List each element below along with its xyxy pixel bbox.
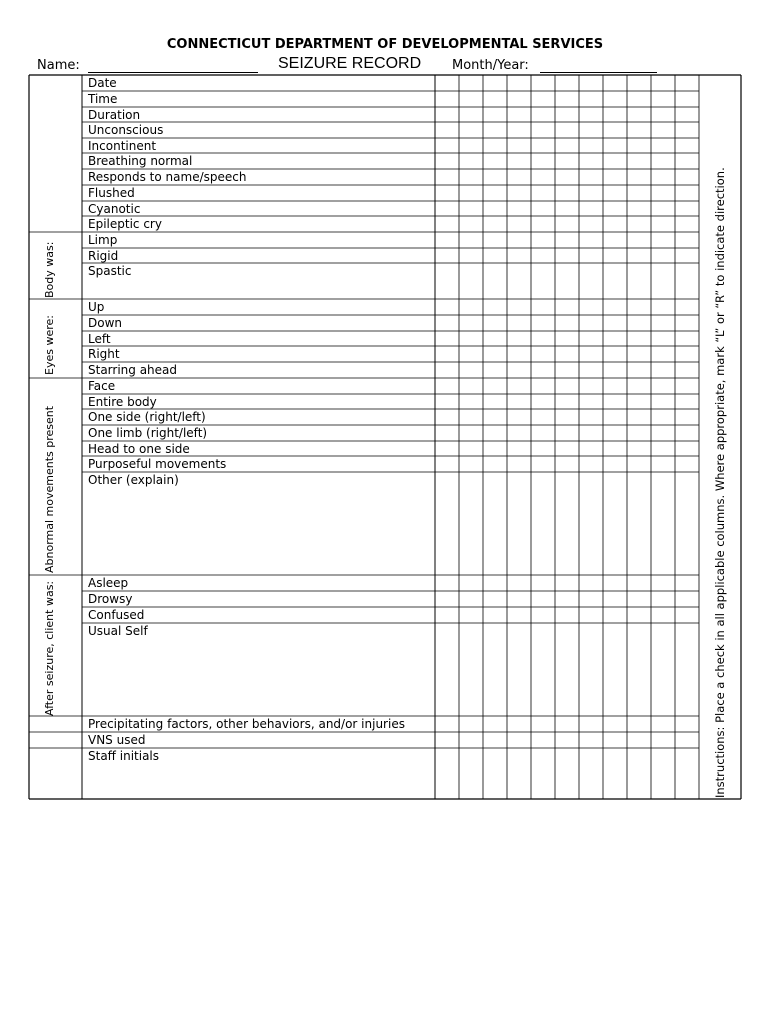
- row-label: Unconscious: [88, 123, 164, 137]
- row-label: Confused: [88, 608, 145, 622]
- row-label: Drowsy: [88, 592, 133, 606]
- group-label-movements: Abnormal movements present: [43, 405, 56, 573]
- row-label: Rigid: [88, 249, 119, 263]
- row-label: Down: [88, 316, 123, 330]
- row-label: Up: [88, 300, 105, 314]
- row-label: Flushed: [88, 186, 135, 200]
- row-label: VNS used: [88, 733, 146, 747]
- row-label: Right: [88, 347, 120, 361]
- row-label: Asleep: [88, 576, 129, 590]
- row-label: Entire body: [88, 395, 157, 409]
- agency-title: CONNECTICUT DEPARTMENT OF DEVELOPMENTAL SERVICES: [166, 37, 604, 52]
- form-title: SEIZURE RECORD: [278, 55, 422, 72]
- row-label: Other (explain): [88, 473, 179, 487]
- row-label: Left: [88, 332, 111, 346]
- row-label: Usual Self: [88, 624, 148, 638]
- month-year-label: Month/Year:: [452, 58, 529, 73]
- row-label: One side (right/left): [88, 410, 206, 424]
- row-label: Face: [88, 379, 116, 393]
- row-label: Time: [88, 92, 118, 106]
- row-label: Spastic: [88, 264, 132, 278]
- name-label: Name:: [37, 58, 80, 73]
- row-label: Date: [88, 76, 117, 90]
- row-label: Staff initials: [88, 749, 160, 763]
- group-label-after: After seizure, client was:: [43, 580, 56, 716]
- row-label: One limb (right/left): [88, 426, 208, 440]
- row-label: Breathing normal: [88, 154, 193, 168]
- row-label: Epileptic cry: [88, 217, 162, 231]
- row-label: Purposeful movements: [88, 457, 227, 471]
- row-label: Incontinent: [88, 139, 157, 153]
- row-label: Duration: [88, 108, 141, 122]
- row-label: Responds to name/speech: [88, 170, 247, 184]
- row-label: Limp: [88, 233, 118, 247]
- row-label: Cyanotic: [88, 202, 141, 216]
- row-label: Precipitating factors, other behaviors, and/or injuries: [88, 717, 405, 731]
- group-label-body: Body was:: [43, 241, 56, 298]
- row-label: Starring ahead: [88, 363, 178, 377]
- instructions-text: Instructions: Place a check in all applicable columns. Where appropriate, mark “L” or “R” to indicate direction.: [713, 167, 727, 798]
- row-label: Head to one side: [88, 442, 190, 456]
- group-label-eyes: Eyes were:: [43, 315, 56, 375]
